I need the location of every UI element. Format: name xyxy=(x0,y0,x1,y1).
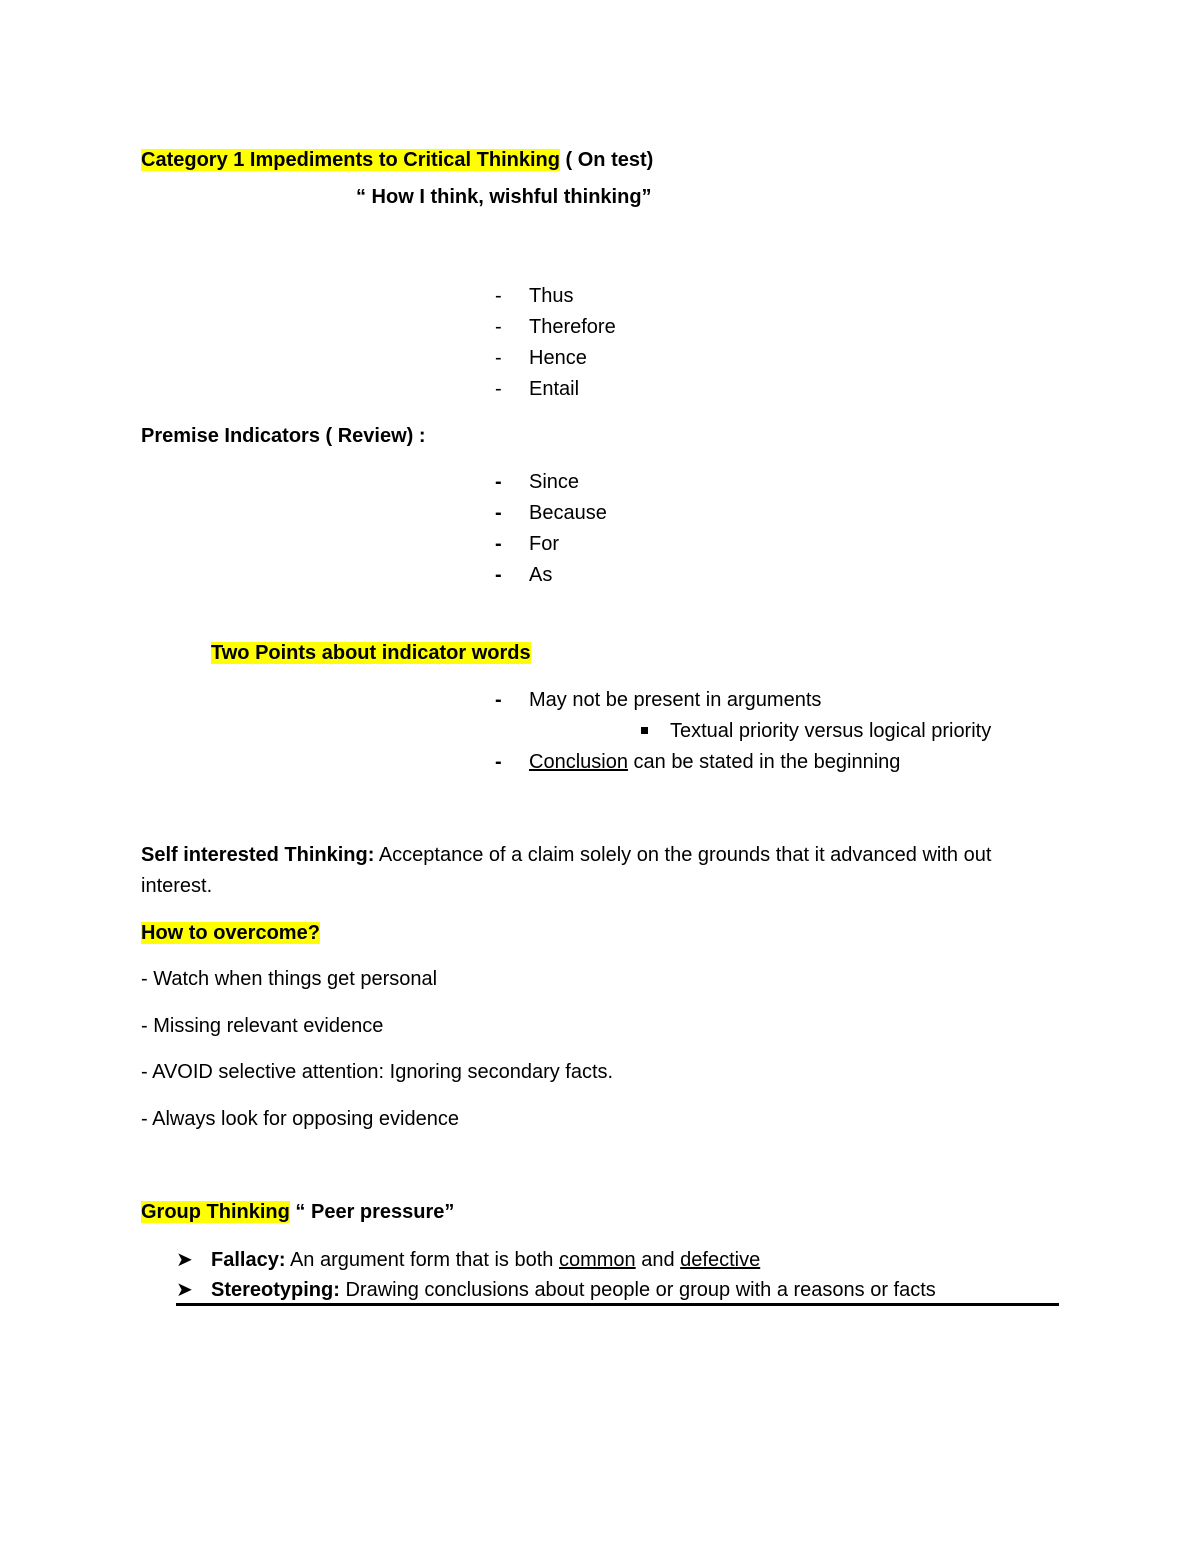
list-item: Therefore xyxy=(529,316,616,338)
list-dash: - xyxy=(495,471,502,493)
list-dash: - xyxy=(495,751,502,773)
list-item xyxy=(529,749,900,775)
self-interested-definition: Acceptance of a claim solely on the grounds that it advanced with out xyxy=(374,844,992,866)
list-dash: - xyxy=(495,564,502,586)
overcome-heading xyxy=(141,920,320,946)
premise-heading: Premise Indicators ( Review) : xyxy=(141,425,426,447)
group-heading xyxy=(141,1199,454,1225)
overcome-item: - Always look for opposing evidence xyxy=(141,1108,459,1130)
self-interested-paragraph xyxy=(141,842,991,868)
stereotyping-term: Stereotyping: xyxy=(211,1279,340,1301)
bottom-rule-divider xyxy=(176,1303,1059,1306)
overcome-item: - AVOID selective attention: Ignoring secondary facts. xyxy=(141,1061,614,1083)
underlined-word: Conclusion xyxy=(529,751,628,773)
list-dash: - xyxy=(495,378,502,400)
list-dash: - xyxy=(495,347,502,369)
stereotyping-text: Drawing conclusions about people or group with a reasons or facts xyxy=(339,1279,936,1301)
arrow-bullet-icon: ➤ xyxy=(176,1279,193,1301)
document-title xyxy=(141,147,653,173)
title-suffix: ( On test) xyxy=(559,149,654,171)
list-item-rest: can be stated in the beginning xyxy=(627,751,901,773)
list-dash: - xyxy=(495,316,502,338)
overcome-item: - Missing relevant evidence xyxy=(141,1015,384,1037)
arrow-bullet-icon: ➤ xyxy=(176,1249,193,1271)
fallacy-text: An argument form that is both xyxy=(285,1249,559,1271)
fallacy-word-defective: defective xyxy=(680,1249,761,1271)
fallacy-and: and xyxy=(635,1249,681,1271)
group-heading-rest: “ Peer pressure” xyxy=(289,1201,455,1223)
list-dash: - xyxy=(495,285,502,307)
list-item: Entail xyxy=(529,378,580,400)
list-item: Thus xyxy=(529,285,574,307)
list-item: For xyxy=(529,533,559,555)
self-interested-continuation: interest. xyxy=(141,875,213,897)
list-dash: - xyxy=(495,689,502,711)
group-highlight: Group Thinking xyxy=(141,1201,290,1223)
stereotyping-item xyxy=(211,1277,936,1303)
two-points-heading xyxy=(211,640,531,666)
list-item: As xyxy=(529,564,553,586)
list-item: May not be present in arguments xyxy=(529,689,822,711)
sub-list-item: Textual priority versus logical priority xyxy=(670,720,992,742)
fallacy-term: Fallacy: xyxy=(211,1249,286,1271)
list-item: Hence xyxy=(529,347,587,369)
fallacy-item xyxy=(211,1247,760,1273)
self-interested-term: Self interested Thinking: xyxy=(141,844,375,866)
overcome-highlight: How to overcome? xyxy=(141,922,320,944)
list-item: Since xyxy=(529,471,580,493)
list-dash: - xyxy=(495,533,502,555)
overcome-item: - Watch when things get personal xyxy=(141,968,438,990)
square-bullet-icon xyxy=(641,727,648,734)
two-points-highlight: Two Points about indicator words xyxy=(211,642,531,664)
list-dash: - xyxy=(495,502,502,524)
title-highlight: Category 1 Impediments to Critical Thinking xyxy=(141,149,560,171)
document-subtitle: “ How I think, wishful thinking” xyxy=(356,186,652,208)
fallacy-word-common: common xyxy=(558,1249,636,1271)
list-item: Because xyxy=(529,502,607,524)
